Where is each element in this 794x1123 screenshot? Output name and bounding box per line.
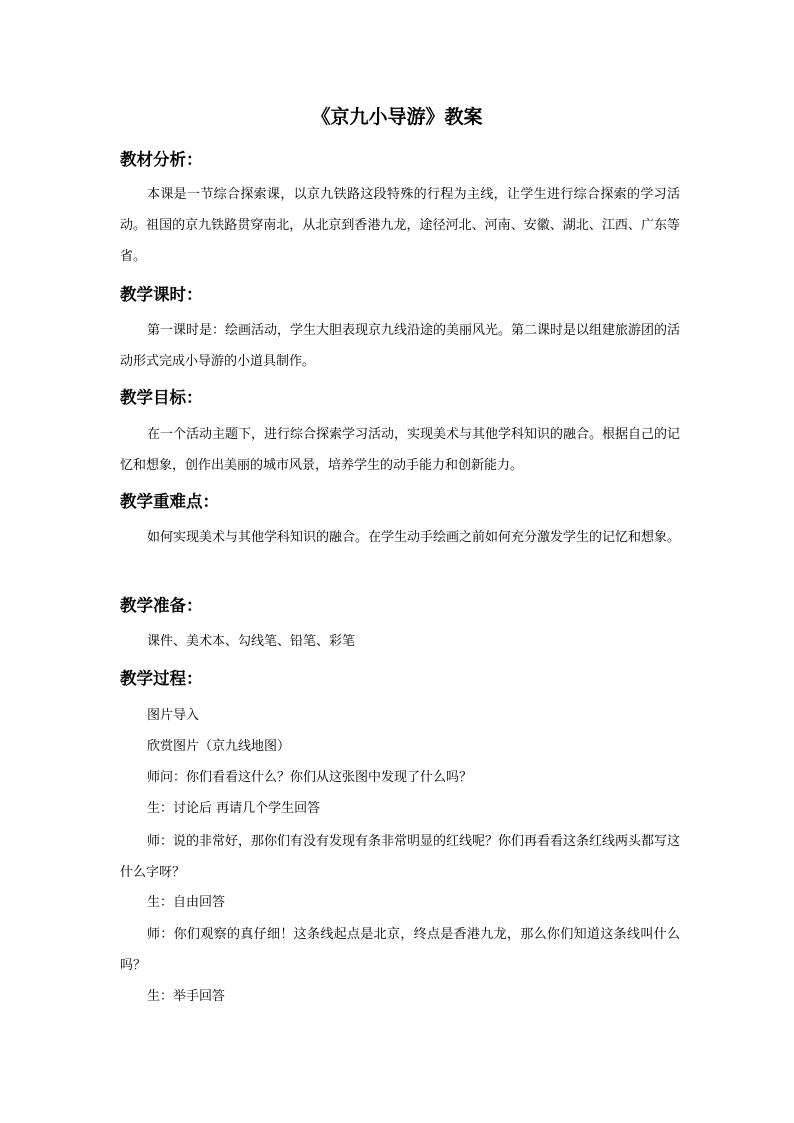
paragraph-analysis: 本课是一节综合探索课，以京九铁路这段特殊的行程为主线，让学生进行综合探索的学习活动。祖国的京九铁路贯穿南北，从北京到香港九龙，途径河北、河南、安徽、湖北、江西、广东等省。	[120, 187, 680, 264]
paragraph-preparation: 课件、美术本、勾线笔、铅笔、彩笔	[147, 634, 356, 649]
process-line: 生：举手回答	[147, 989, 226, 1004]
heading-keypoints: 教学重难点：	[120, 492, 219, 511]
paragraph-hours: 第一课时是：绘画活动，学生大胆表现京九线沿途的美丽风光。第二课时是以组建旅游团的活动形式完成小导游的小道具制作。	[120, 323, 681, 369]
heading-analysis: 教材分析：	[120, 150, 203, 169]
process-paragraph: 师：说的非常好，那你们有没有发现有条非常明显的红线呢？你们再看看这条红线两头都写这什么字呀？	[120, 834, 681, 880]
paragraph-keypoints: 如何实现美术与其他学科知识的融合。在学生动手绘画之前如何充分激发学生的记忆和想象。	[147, 530, 681, 545]
process-line: 图片导入	[147, 708, 200, 723]
heading-process: 教学过程：	[120, 669, 203, 688]
heading-preparation: 教学准备：	[120, 596, 203, 615]
paragraph-goals: 在一个活动主题下，进行综合探索学习活动，实现美术与其他学科知识的融合。根据自己的记忆和想象，创作出美丽的城市风景，培养学生的动手能力和创新能力。	[120, 427, 681, 473]
document-title: 《京九小导游》教案	[311, 106, 483, 128]
process-line: 欣赏图片（京九线地图）	[147, 739, 291, 754]
process-line: 生：自由回答	[147, 895, 226, 910]
process-line: 生：讨论后 再请几个学生回答	[147, 801, 321, 816]
process-paragraph: 师：你们观察的真仔细！这条线起点是北京，终点是香港九龙，那么你们知道这条线叫什么吗？	[120, 927, 680, 973]
heading-hours: 教学课时：	[120, 285, 203, 304]
heading-goals: 教学目标：	[120, 388, 203, 407]
process-line: 师问：你们看看这什么？你们从这张图中发现了什么吗？	[147, 770, 473, 785]
